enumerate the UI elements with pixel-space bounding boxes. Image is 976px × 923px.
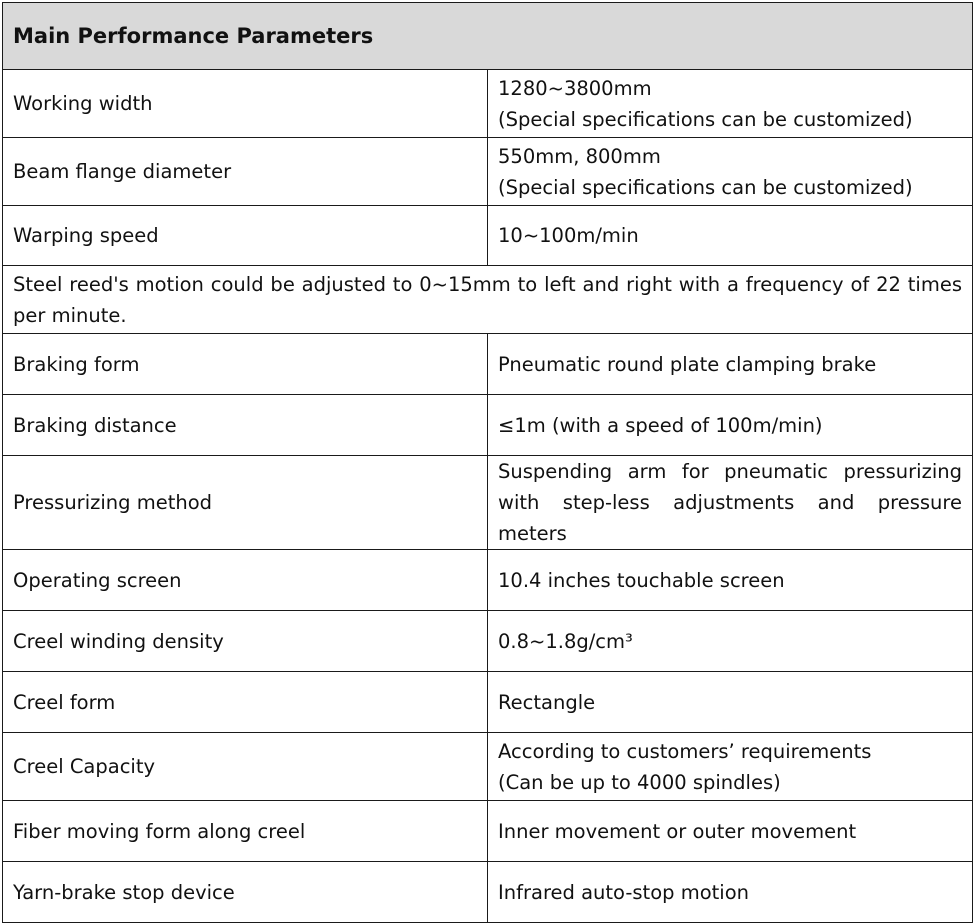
table-row: [3, 862, 973, 923]
param-value: Pneumatic round plate clamping brake: [488, 334, 973, 395]
table-row: [3, 801, 973, 862]
param-label: Braking form: [3, 334, 488, 395]
table-row: [3, 138, 973, 206]
table-title: Main Performance Parameters: [3, 3, 973, 70]
param-value: 10~100m/min: [488, 206, 973, 266]
param-label: Creel form: [3, 672, 488, 733]
param-label: Pressurizing method: [3, 456, 488, 550]
param-value: 0.8~1.8g/cm³: [488, 611, 973, 672]
table-row: [3, 70, 973, 138]
table-header-row: [3, 3, 973, 70]
param-value: ≤1m (with a speed of 100m/min): [488, 395, 973, 456]
param-value: 1280~3800mm (Special specifications can be customized): [488, 70, 973, 138]
param-label: Yarn-brake stop device: [3, 862, 488, 923]
param-label: Warping speed: [3, 206, 488, 266]
param-value: Inner movement or outer movement: [488, 801, 973, 862]
table-row: [3, 456, 973, 550]
param-value: Suspending arm for pneumatic pressurizing with step-less adjustments and pressure meters: [488, 456, 973, 550]
table-row: [3, 334, 973, 395]
param-value: 550mm, 800mm (Special specifications can be customized): [488, 138, 973, 206]
table-row: [3, 611, 973, 672]
param-label: Operating screen: [3, 550, 488, 611]
param-value: According to customers’ requirements (Can be up to 4000 spindles): [488, 733, 973, 801]
param-value: 10.4 inches touchable screen: [488, 550, 973, 611]
table-row: [3, 733, 973, 801]
table-row: [3, 206, 973, 266]
param-label: Working width: [3, 70, 488, 138]
param-label: Creel Capacity: [3, 733, 488, 801]
param-label: Braking distance: [3, 395, 488, 456]
table-row: [3, 550, 973, 611]
param-label: Fiber moving form along creel: [3, 801, 488, 862]
performance-parameters-table: [2, 2, 973, 923]
table-row: [3, 395, 973, 456]
param-note: Steel reed's motion could be adjusted to 0~15mm to left and right with a frequency of 22 times per minute.: [3, 266, 973, 334]
table-row: [3, 672, 973, 733]
table-row-full-width: [3, 266, 973, 334]
param-label: Beam flange diameter: [3, 138, 488, 206]
param-value: Rectangle: [488, 672, 973, 733]
param-label: Creel winding density: [3, 611, 488, 672]
param-value: Infrared auto-stop motion: [488, 862, 973, 923]
